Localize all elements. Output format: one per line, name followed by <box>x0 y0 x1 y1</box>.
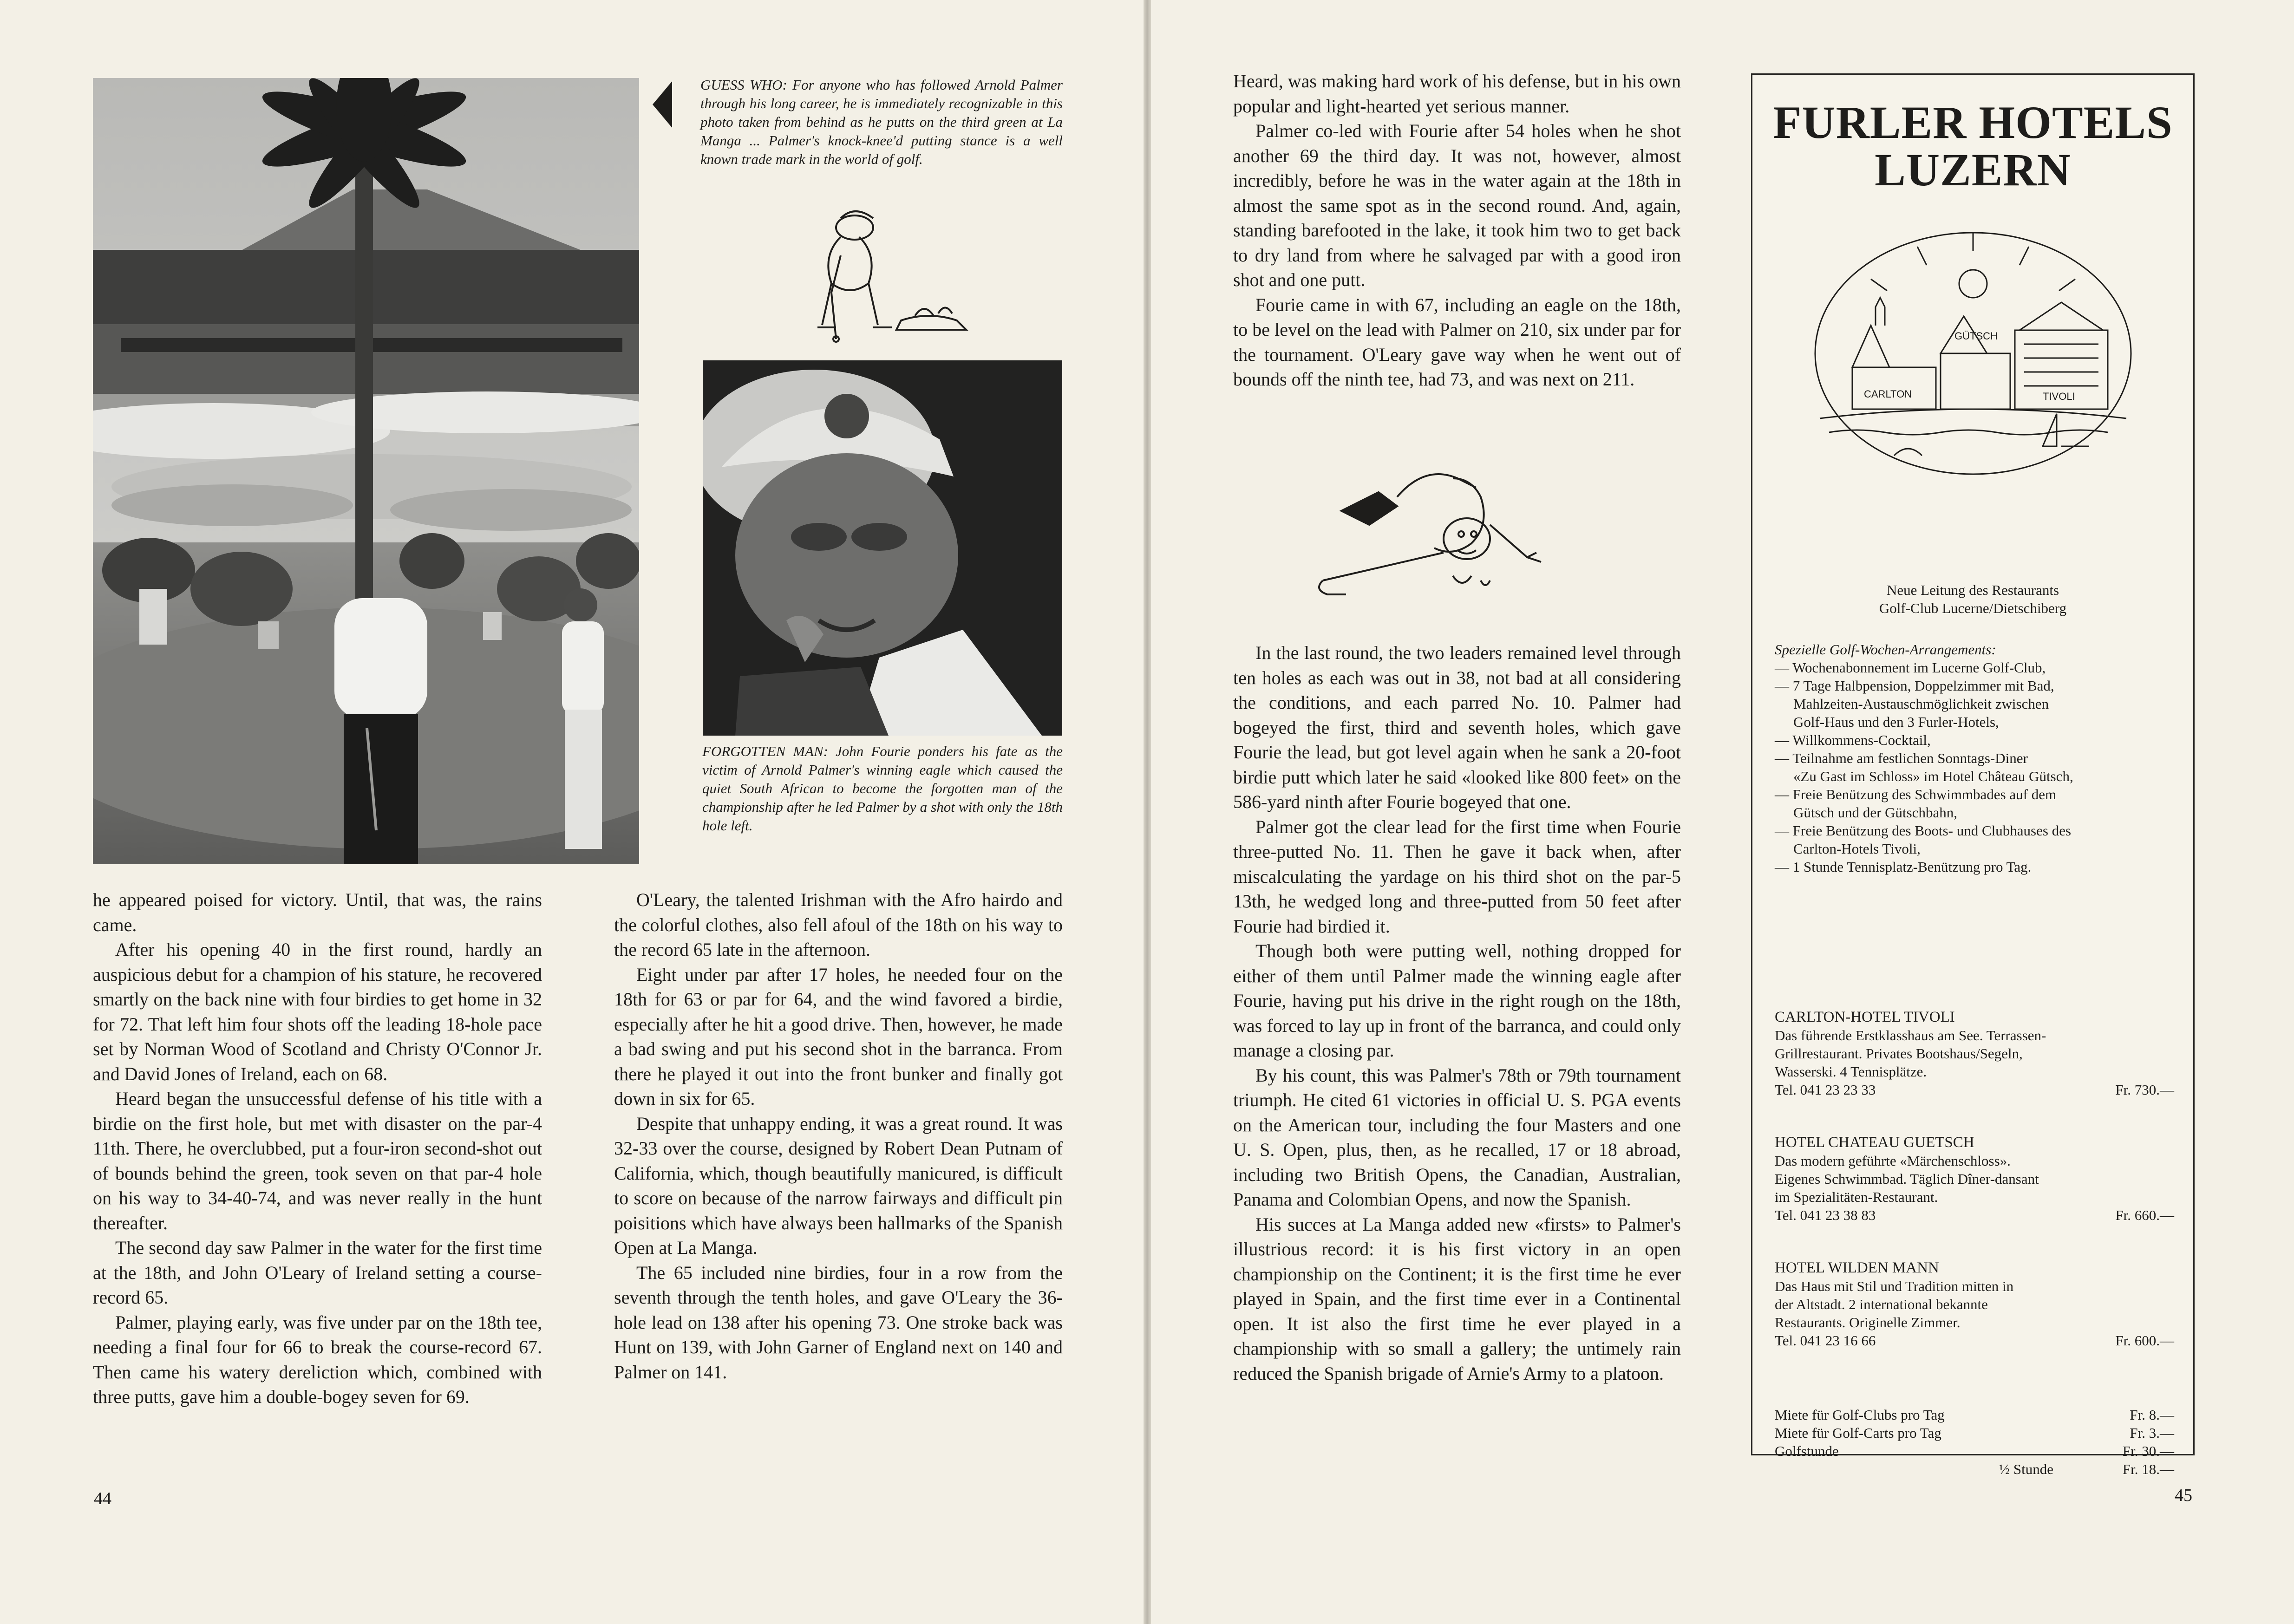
rental-label: ½ Stunde <box>1999 1461 2053 1477</box>
hotel-carlton-tivoli <box>1775 1008 2174 1099</box>
rental-label: Miete für Golf-Clubs pro Tag <box>1775 1407 1945 1423</box>
paragraph: Palmer co-led with Fourie after 54 holes when he shot another 69 the third day. It was not, however, almost incredibly, before he was in the water again at the 18th in almost the same spot as in the second round. And, again, standing barefooted in the lake, it took him two to get back to dry land from where he salvaged par with a good iron shot and one putt. <box>1233 120 1681 290</box>
hotel-price: Fr. 660.— <box>2115 1207 2174 1223</box>
arrangement-item: Gütsch und der Gütschbahn, <box>1793 804 1957 821</box>
caption-guess-who: GUESS WHO: For anyone who has followed Arnold Palmer through his long career, he is immediately recognizable in this photo taken from behind as he putts on the third green at La Manga ... Palmer's knock-knee'd putting stance is a well known trade mark in the world of golf. <box>700 77 1063 167</box>
hotel-description: Eigenes Schwimmbad. Täglich Dîner-dansant <box>1775 1171 2039 1187</box>
rental-price: Fr. 30.— <box>2122 1443 2174 1459</box>
paragraph: The second day saw Palmer in the water for the first time at the 18th, and John O'Leary of Ireland setting a course-record 65. <box>93 1237 542 1308</box>
hotel-description: Restaurants. Originelle Zimmer. <box>1775 1314 1961 1331</box>
lucerne-city-illustration <box>1801 214 2145 483</box>
paragraph: Though both were putting well, nothing dropped for either of them until Palmer made the winning eagle after Fourie, having put his drive in the right rough on the 18th, was forced to lay up in front of the barranca, and could only manage a closing par. <box>1233 940 1681 1061</box>
arrangement-item: — Freie Benützung des Boots- und Clubhauses des <box>1775 822 2072 839</box>
hotel-tel: Tel. 041 23 38 83 <box>1775 1207 1876 1223</box>
rental-label: Miete für Golf-Carts pro Tag <box>1775 1425 1941 1441</box>
rental-row <box>1775 1442 2174 1460</box>
rental-price: Fr. 8.— <box>2130 1407 2174 1423</box>
ad-title <box>1752 99 2193 194</box>
paragraph: After his opening 40 in the first round, hardly an auspicious debut for a champion of his stature, he recovered smartly on the back nine with four birdies to get home in 32 for 72. That left him four shots off the leading 18-hole pace set by Norman Wood of Scotland and Christy O'Connor Jr. and David Jones of Ireland, each on 68. <box>93 939 542 1084</box>
hotel-description: Das modern geführte «Märchenschloss». <box>1775 1153 2011 1169</box>
hotel-tel: Tel. 041 23 16 66 <box>1775 1332 1876 1349</box>
right-column-top <box>1233 69 1681 392</box>
arrangement-item: — 1 Stunde Tennisplatz-Benützung pro Tag. <box>1775 859 2032 875</box>
photo-john-fourie <box>703 360 1062 736</box>
arrangement-item: Mahlzeiten-Austauschmöglichkeit zwischen <box>1793 696 2049 712</box>
left-column-2 <box>614 887 1063 1384</box>
hotel-description: Wasserski. 4 Tennisplätze. <box>1775 1063 1927 1080</box>
hotel-price: Fr. 600.— <box>2115 1332 2174 1349</box>
arrangements <box>1775 640 2174 876</box>
page-number: 45 <box>2175 1486 2192 1505</box>
restaurant-note <box>1752 581 2193 617</box>
left-page <box>0 0 1144 1624</box>
hotel-name: HOTEL CHATEAU GUETSCH <box>1775 1134 1974 1151</box>
left-column-1 <box>93 887 542 1409</box>
sign-tivoli: TIVOLI <box>2043 391 2075 402</box>
hotel-wilden-mann <box>1775 1259 2174 1350</box>
rental-row <box>1775 1460 2174 1478</box>
cartoon-golfer-putting-icon <box>771 200 989 353</box>
ad-title-line-2: LUZERN <box>1875 144 2071 196</box>
hotel-chateau-guetsch <box>1775 1134 2174 1224</box>
arrangement-item: — Wochenabonnement im Lucerne Golf-Club, <box>1775 659 2046 676</box>
hotel-tel: Tel. 041 23 23 33 <box>1775 1082 1876 1098</box>
paragraph: By his count, this was Palmer's 78th or 79th tournament triumph. He cited 61 victories in official U. S. PGA events on the American tour, including the four Masters and one U. S. Open, plus, then, as he recalled, 17 or 18 abroad, including two British Opens, the Canadian, Australian, Panama and Colombian Opens, and now the Spanish. <box>1233 1064 1681 1210</box>
paragraph: Heard began the unsuccessful defense of his title with a birdie on the first hole, but met with disaster on the par-4 11th. There, he overclubbed, put a four-iron second-shot out of bounds behind the green, took seven on that par-4 hole on his way to 34-40-74, and was never really in the hunt thereafter. <box>93 1088 542 1233</box>
hotel-price: Fr. 730.— <box>2115 1082 2174 1098</box>
john-fourie-portrait-illustration <box>703 360 1062 736</box>
paragraph: Fourie came in with 67, including an eagle on the 18th, to be level on the lead with Palmer on 210, six under par for the tournament. O'Leary gave way when he went out of bounds off the ninth tee, had 73, and was next on 211. <box>1233 294 1681 390</box>
ad-title-line-1: FURLER HOTELS <box>1773 97 2173 148</box>
putting-green-photo-illustration <box>93 78 639 864</box>
arrangement-item: — 7 Tage Halbpension, Doppelzimmer mit Bad, <box>1775 678 2054 694</box>
arrangement-item: Golf-Haus und den 3 Furler-Hotels, <box>1793 714 1999 730</box>
hotel-description: Das Haus mit Stil und Tradition mitten in <box>1775 1278 2014 1294</box>
rental-price: Fr. 3.— <box>2130 1425 2174 1441</box>
paragraph: In the last round, the two leaders remained level through ten holes as each was out in 38, not bad at all considering the conditions, and each parred No. 10. Palmer had bogeyed the first, third and seventh holes, which gave Fourie the lead, but got level again when he sank a 20-foot birdie putt which later he said «looked like 800 feet» on the 586-yard ninth after Fourie bogeyed that one. <box>1233 642 1681 812</box>
hotel-contact-row <box>1775 1206 2174 1224</box>
paragraph: The 65 included nine birdies, four in a row from the seventh through the tenth holes, and gave O'Leary the 36-hole lead on 138 after his opening 73. One stroke back was Hunt on 139, with John Garner of England next on 140 and Palmer on 141. <box>614 1262 1063 1383</box>
hotel-description: der Altstadt. 2 international bekannte <box>1775 1296 1988 1312</box>
hotel-description: Grillrestaurant. Privates Bootshaus/Segeln, <box>1775 1045 2023 1062</box>
rental-row <box>1775 1406 2174 1424</box>
book-gutter <box>1144 0 1151 1624</box>
rental-prices <box>1775 1406 2174 1478</box>
paragraph: His succes at La Manga added new «firsts» to Palmer's illustrious record: it is his first victory in an open championship on the Continent; it is the first time he ever played in Spain, and the first time ever in a Continental open. It ist also the first time he ever played in a championship with so small a gallery; the untimely rain reduced the Spanish brigade of Arnie's Army to a platoon. <box>1233 1213 1681 1384</box>
paragraph: Palmer, playing early, was five under par on the 18th tee, needing a final four for 66 to break the course-record 67. Then came his watery dereliction which, combined with three putts, gave him a double-bogey seven for 69. <box>93 1311 542 1407</box>
hotel-name: CARLTON-HOTEL TIVOLI <box>1775 1009 1955 1025</box>
hotel-contact-row <box>1775 1081 2174 1099</box>
caption-pointer-icon <box>653 81 672 128</box>
photo-putting-green <box>93 78 639 864</box>
rental-row <box>1775 1424 2174 1442</box>
paragraph: Palmer got the clear lead for the first time when Fourie three-putted No. 11. Then he gave it back when, after miscalculating the yardage on his third shot on the par-5 13th, he wedged long and three-putted from 50 feet after Fourie had birdied it. <box>1233 816 1681 937</box>
rental-price: Fr. 18.— <box>2122 1461 2174 1477</box>
restaurant-line-1: Neue Leitung des Restaurants <box>1886 582 2059 598</box>
paragraph: Eight under par after 17 holes, he needed four on the 18th for 63 or par for 64, and the wind favored a birdie, especially after he hit a good drive. Then, however, he made a bad swing and put his second shot in the barranca. From there he played it out into the front bunker and finally got down in six for 65. <box>614 964 1063 1109</box>
arrangement-item: — Freie Benützung des Schwimmbades auf dem <box>1775 786 2057 802</box>
hotel-advertisement <box>1751 73 2195 1477</box>
arrangement-item: — Willkommens-Cocktail, <box>1775 732 1931 748</box>
arrangements-heading: Spezielle Golf-Wochen-Arrangements: <box>1775 641 1996 658</box>
hotel-description: im Spezialitäten-Restaurant. <box>1775 1189 1938 1205</box>
page-number: 44 <box>94 1489 111 1508</box>
right-column-bottom <box>1233 640 1681 1386</box>
sign-guetsch: GÜTSCH <box>1954 330 1998 342</box>
arrangement-item: — Teilnahme am festlichen Sonntags-Diner <box>1775 750 2028 766</box>
restaurant-line-2: Golf-Club Lucerne/Dietschiberg <box>1879 600 2067 616</box>
hotel-description: Das führende Erstklasshaus am See. Terrassen- <box>1775 1027 2046 1044</box>
arrangement-item: Carlton-Hotels Tivoli, <box>1793 841 1921 857</box>
paragraph: Heard, was making hard work of his defense, but in his own popular and light-hearted yet serious manner. <box>1233 71 1681 117</box>
paragraph: O'Leary, the talented Irishman with the Afro hairdo and the colorful clothes, also fell afoul of the 18th on his way to the record 65 late in the afternoon. <box>614 889 1063 960</box>
paragraph: he appeared poised for victory. Until, that was, the rains came. <box>93 889 542 935</box>
hotel-contact-row <box>1775 1331 2174 1350</box>
sign-carlton: CARLTON <box>1864 388 1912 400</box>
cartoon-golfer-falling-icon <box>1314 460 1574 613</box>
caption-forgotten-man: FORGOTTEN MAN: John Fourie ponders his fate as the victim of Arnold Palmer's winning eagle which caused the quiet South African to become the forgotten man of the championship after he led Palmer by a shot with only the 18th hole left. <box>702 743 1063 834</box>
hotel-name: HOTEL WILDEN MANN <box>1775 1259 1939 1276</box>
arrangement-item: «Zu Gast im Schloss» im Hotel Château Gütsch, <box>1793 768 2073 784</box>
rental-label: Golfstunde <box>1775 1443 1839 1459</box>
paragraph: Despite that unhappy ending, it was a great round. It was 32-33 over the course, designed by Robert Dean Putnam of California, which, though beautifully manicured, is difficult to score on because of the narrow fairways and difficult pin poisitions which have always been hallmarks of the Spanish Open at La Manga. <box>614 1113 1063 1258</box>
